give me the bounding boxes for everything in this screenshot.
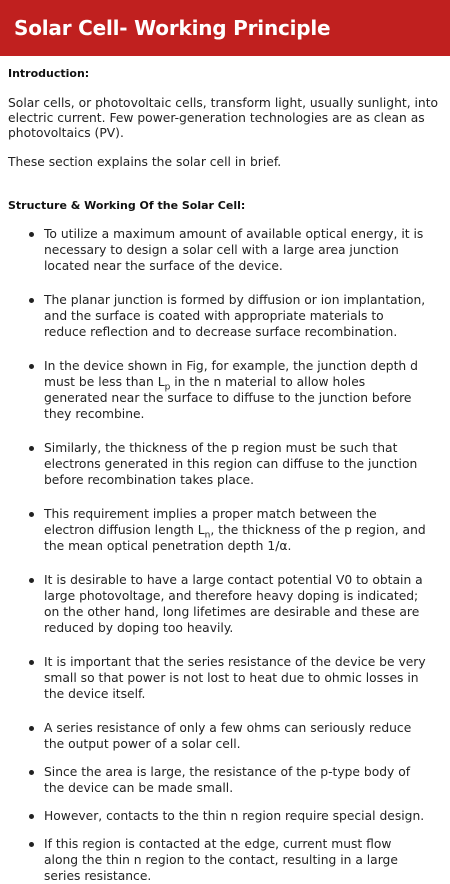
text-part: This requirement implies a proper match between the electron diffusion length L: [44, 507, 377, 537]
app-bar: [0, 0, 450, 56]
bullet-icon: [29, 446, 34, 451]
list-item-text: The planar junction is formed by diffusion or ion implantation, and the surface is coated with appropriate materials to reduce reflection and to decrease surface recombination.: [44, 293, 426, 339]
list-item-text: [44, 507, 426, 553]
list-item-text: Since the area is large, the resistance of the p-type body of the device can be made small.: [44, 765, 411, 795]
text-part: in the n material to allow holes generated near the surface to diffuse to the junction before they recombine.: [44, 375, 412, 421]
text-part: , the thickness of the p region, and the mean optical penetration depth 1/α.: [44, 523, 426, 553]
bullet-icon: [29, 660, 34, 665]
bullet-icon: [29, 842, 34, 847]
list-item: [8, 572, 442, 636]
list-item: [8, 808, 442, 824]
bullet-icon: [29, 232, 34, 237]
list-item: [8, 654, 442, 702]
list-item: [8, 720, 442, 752]
subscript: n: [204, 530, 211, 541]
list-item-text: If this region is contacted at the edge, current must flow along the thin n region to the contact, resulting in a large series resistance.: [44, 837, 398, 883]
list-item-text: It is desirable to have a large contact potential V0 to obtain a large photovoltage, and therefore heavy doping is indicated; on the other hand, long lifetimes are desirable and these are reduced by doping too heavily.: [44, 573, 423, 635]
list-item: [8, 836, 442, 884]
bullet-icon: [29, 512, 34, 517]
article-content[interactable]: [0, 56, 450, 883]
list-item-text: However, contacts to the thin n region require special design.: [44, 809, 425, 823]
list-item: [8, 440, 442, 488]
bullet-icon: [29, 814, 34, 819]
list-item-text: It is important that the series resistance of the device be very small so that power is not lost to heat due to ohmic losses in the device itself.: [44, 655, 426, 701]
subscript: p: [164, 382, 171, 393]
bullet-icon: [29, 726, 34, 731]
bullet-icon: [29, 578, 34, 583]
list-item: [8, 292, 442, 340]
list-item-text: [44, 359, 418, 421]
list-item-text: A series resistance of only a few ohms can seriously reduce the output power of a solar cell.: [44, 721, 412, 751]
structure-list: [8, 226, 442, 884]
text-part: In the device shown in Fig, for example, the junction depth d must be less than L: [44, 359, 418, 389]
intro-heading: Introduction:: [8, 67, 90, 80]
bullet-icon: [29, 298, 34, 303]
bullet-icon: [29, 770, 34, 775]
list-item: [8, 506, 442, 554]
intro-summary: These section explains the solar cell in brief.: [8, 155, 282, 169]
intro-paragraph: Solar cells, or photovoltaic cells, transform light, usually sunlight, into electric current. Few power-generation technologies are as clean as photovoltaics (PV).: [8, 96, 439, 140]
list-item: [8, 358, 442, 422]
bullet-icon: [29, 364, 34, 369]
structure-heading: Structure & Working Of the Solar Cell:: [8, 199, 246, 212]
list-item: [8, 226, 442, 274]
list-item: [8, 764, 442, 796]
page-title: Solar Cell- Working Principle: [14, 16, 331, 40]
list-item-text: Similarly, the thickness of the p region must be such that electrons generated in this region can diffuse to the junction before recombination takes place.: [44, 441, 418, 487]
list-item-text: To utilize a maximum amount of available optical energy, it is necessary to design a solar cell with a large area junction located near the surface of the device.: [44, 227, 424, 273]
